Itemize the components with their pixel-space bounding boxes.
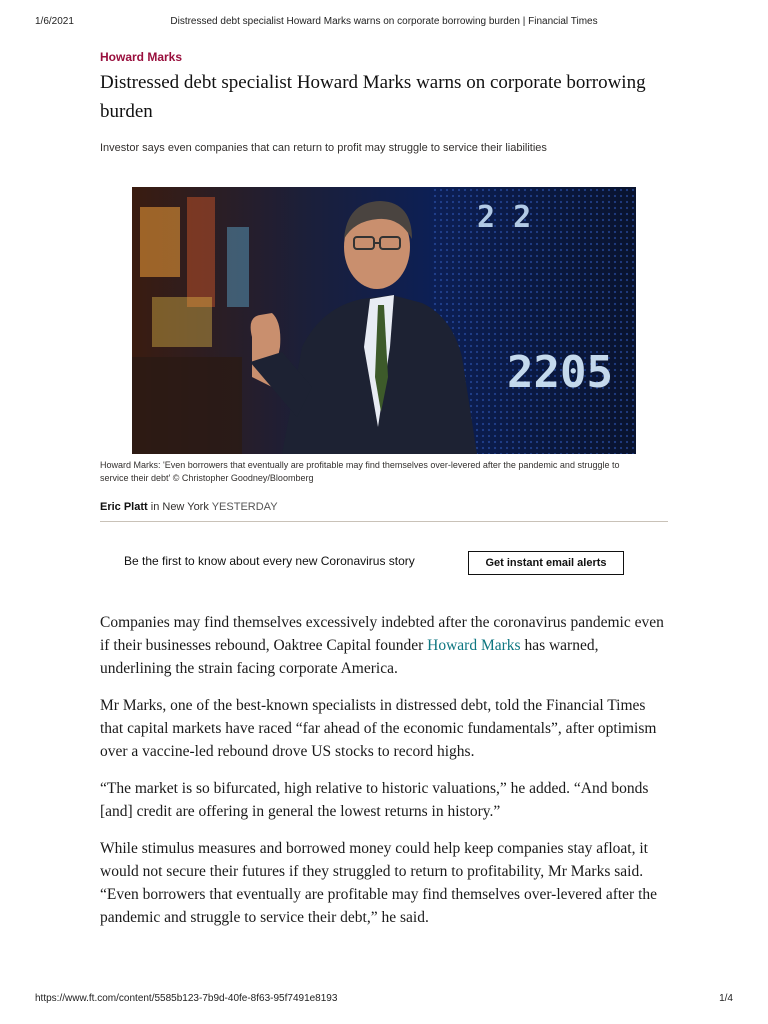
paragraph-2: Mr Marks, one of the best-known specialists in distressed debt, told the Financial Times that capital markets have raced “far ahead of the economic fundamentals”, after optimism over a vaccine-led rebound drove US stocks to record highs. <box>100 697 657 760</box>
print-header <box>35 16 733 30</box>
print-footer <box>35 993 733 1007</box>
article-photo <box>132 187 636 454</box>
ticker-text: 2205 <box>507 347 613 398</box>
article-body <box>100 611 668 929</box>
print-date: 1/6/2021 <box>35 16 74 27</box>
byline <box>100 501 668 513</box>
paragraph-1-text-a: Companies may find themselves excessively indebted after the coronavirus pandemic even if their businesses rebound, Oaktree Capital founder <box>100 614 664 654</box>
byline-location: New York <box>162 501 209 513</box>
print-url: https://www.ft.com/content/5585b123-7b9d-40fe-8f63-95f7491e8193 <box>35 993 338 1004</box>
photo-caption: Howard Marks: 'Even borrowers that eventually are profitable may find themselves over-levered after the pandemic and struggle to service their debt' © Christopher Goodney/Bloomberg <box>100 460 620 483</box>
paragraph-3: “The market is so bifurcated, high relative to historic valuations,” he added. “And bonds [and] credit are offering in general the lowest returns in history.” <box>100 780 649 820</box>
howard-marks-link[interactable]: Howard Marks <box>427 637 521 654</box>
paragraph-1-text-b: has warned, underlining the strain facing corporate America. <box>100 637 599 677</box>
alert-promo <box>100 522 668 586</box>
photo-illustration <box>132 187 636 454</box>
print-page-number: 1/4 <box>719 993 733 1004</box>
email-alerts-button[interactable]: Get instant email alerts <box>468 551 624 575</box>
ticker-text-top: 2 2 <box>477 200 532 235</box>
article <box>100 48 668 943</box>
print-page-title: Distressed debt specialist Howard Marks warns on corporate borrowing burden | Financial Times <box>170 16 598 27</box>
alert-text: Be the first to know about every new Coronavirus story <box>124 554 415 568</box>
paragraph-1 <box>100 611 668 680</box>
byline-time: YESTERDAY <box>211 501 278 513</box>
topic-tag[interactable]: Howard Marks <box>100 50 183 64</box>
byline-in: in <box>150 501 160 513</box>
standfirst: Investor says even companies that can return to profit may struggle to service their liabilities <box>100 142 547 154</box>
paragraph-4: While stimulus measures and borrowed money could help keep companies stay afloat, it would not secure their futures if they struggled to return to profitability, Mr Marks said. “Even borrowers that eventually are profitable may find themselves over-levered after the pandemic and struggle to service their debt,” he said. <box>100 840 658 926</box>
author-name[interactable]: Eric Platt <box>100 501 148 513</box>
headline: Distressed debt specialist Howard Marks warns on corporate borrowing burden <box>100 72 646 122</box>
